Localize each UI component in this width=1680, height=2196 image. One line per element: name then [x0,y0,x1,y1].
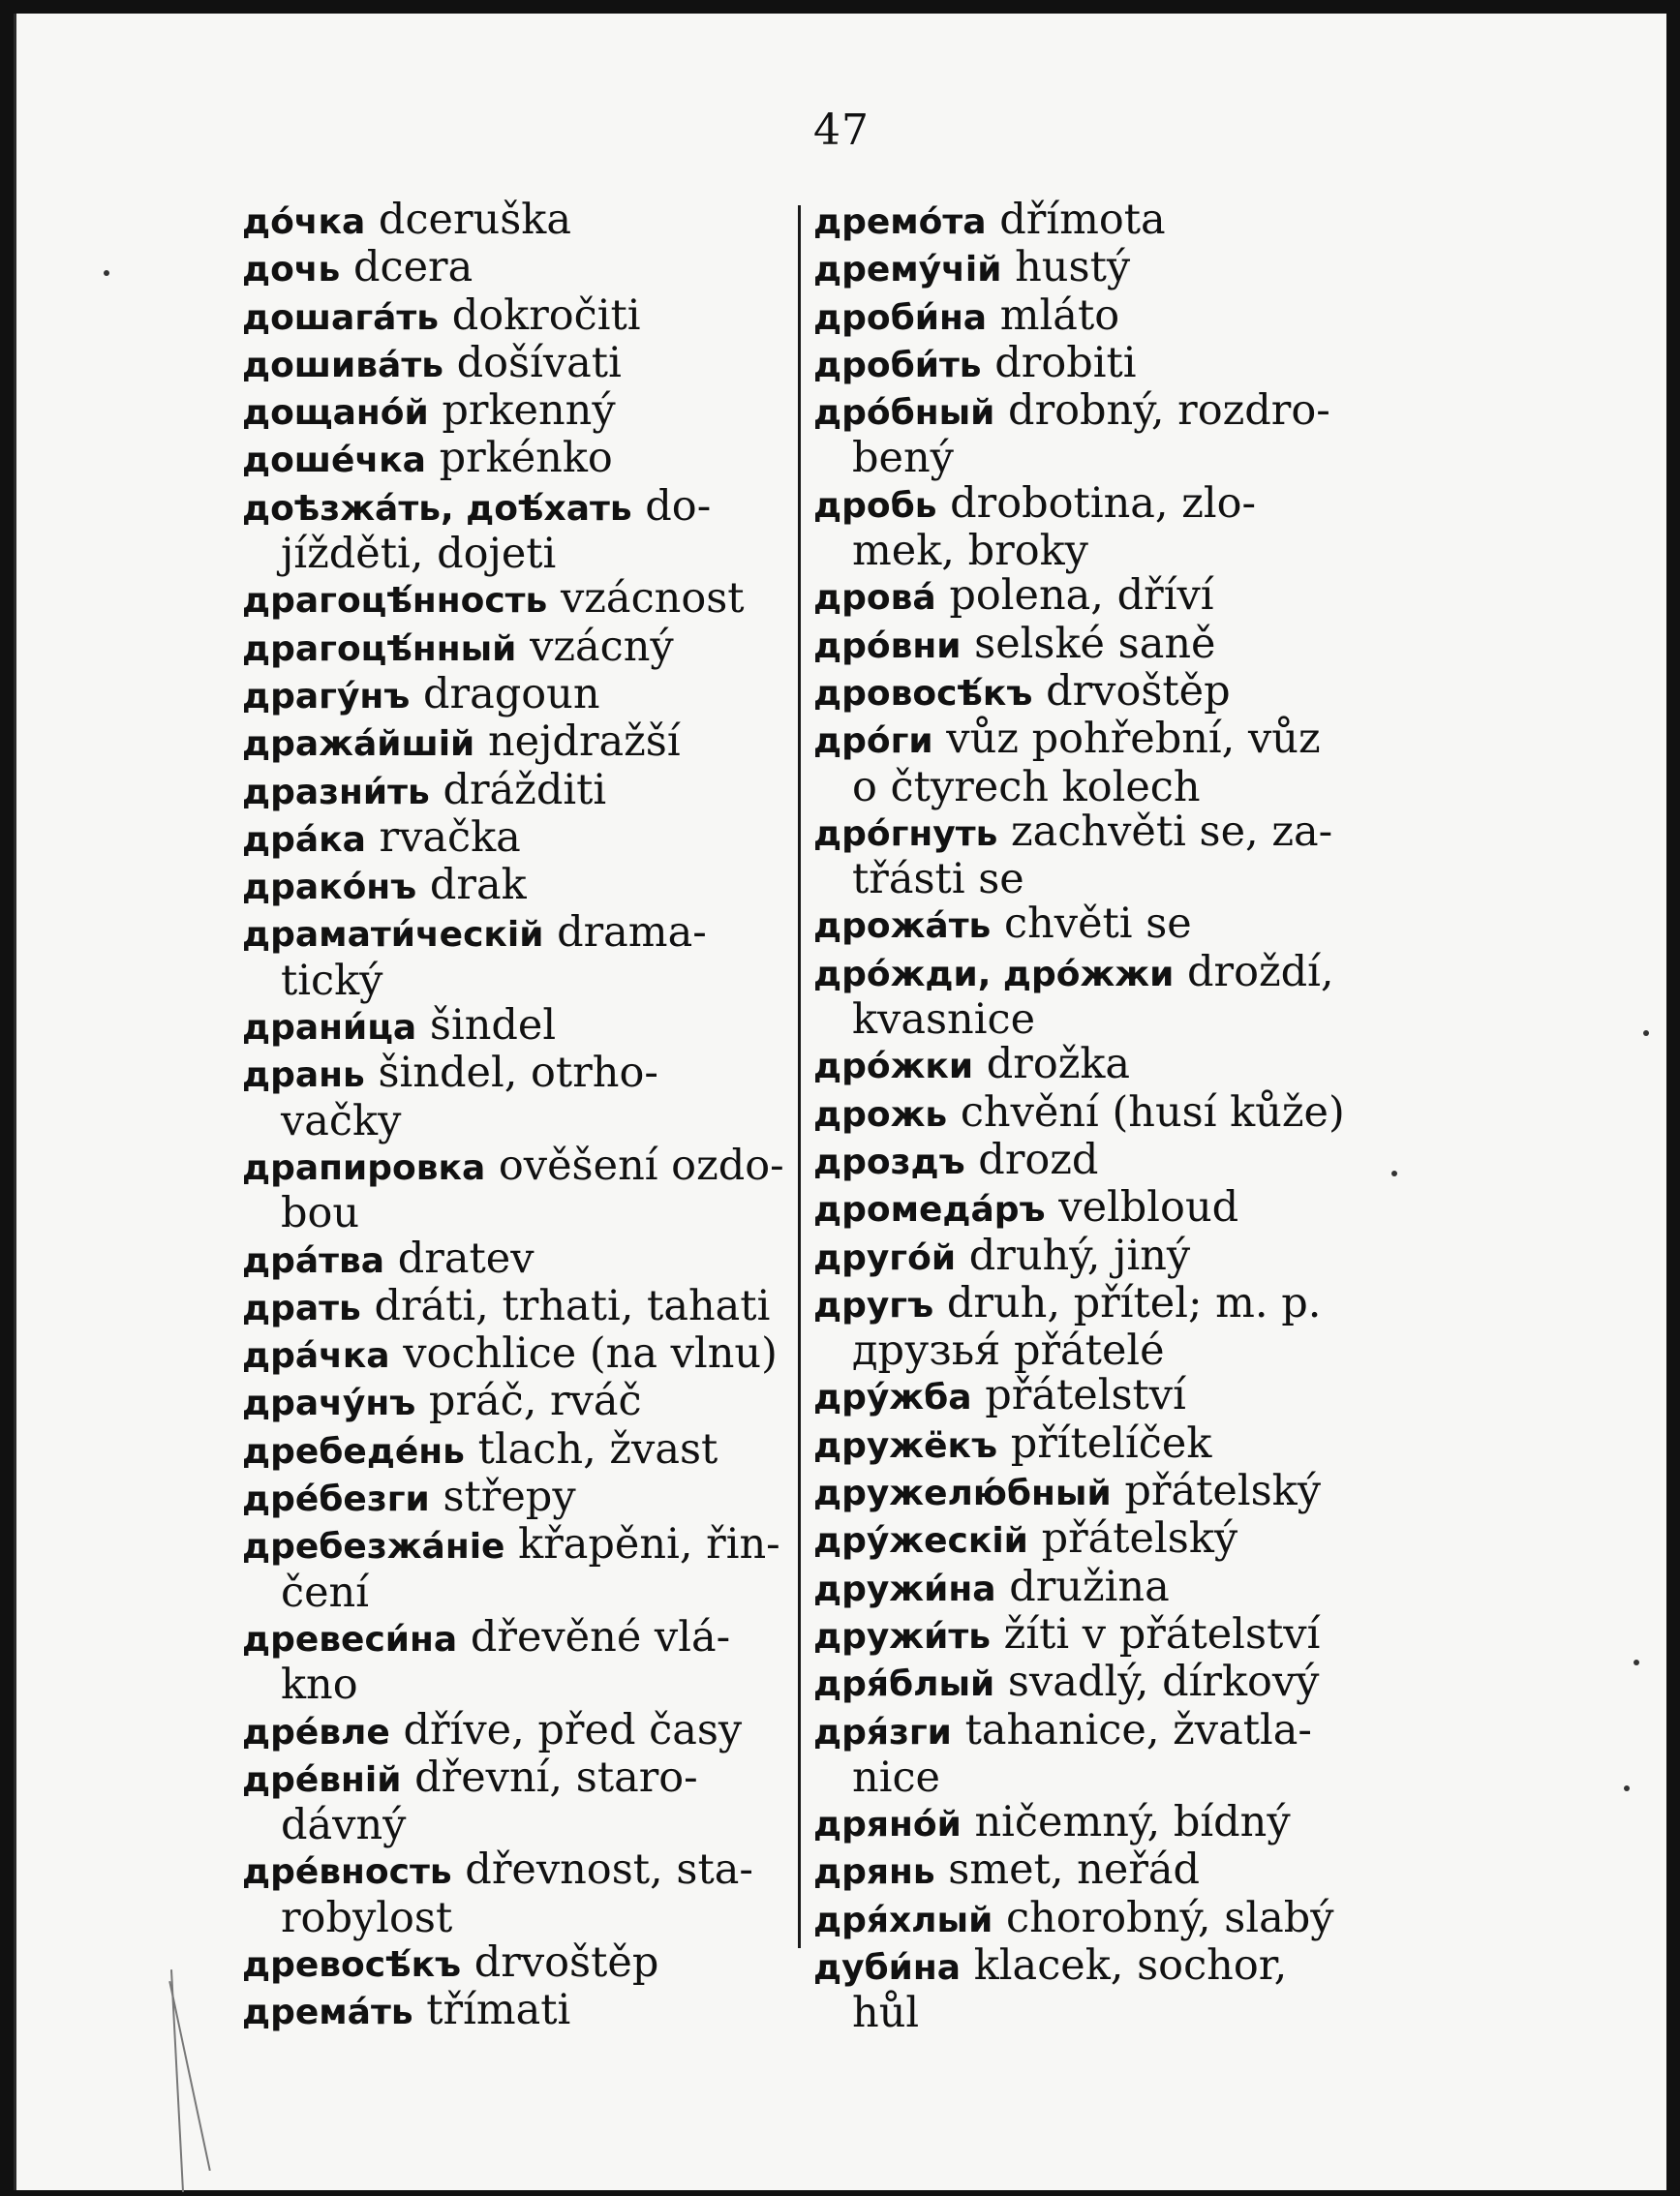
dictionary-entry [813,1231,1375,1281]
translation: dokročiti [451,290,641,340]
dictionary-entry [242,765,794,815]
translation: selské saně [974,619,1216,668]
headword: дочь [242,250,341,290]
dictionary-entry [813,1516,1375,1564]
dictionary-entry [242,245,794,292]
headword: драмати́ческій [242,915,544,956]
headword: драгоцѣ́нность [242,581,548,622]
dictionary-entry [813,1373,1375,1420]
translation-continuation: nice [852,1753,940,1802]
translation-continuation: vačky [281,1096,402,1145]
dictionary-entry [813,1278,1375,1328]
dictionary-entry [813,947,1375,997]
dictionary-entry [813,1562,1375,1612]
dictionary-entry [242,1379,794,1426]
headword: дро́жки [813,1047,974,1087]
translation: práč, rváč [428,1377,642,1426]
translation: drážditi [443,765,607,814]
translation-continuation: čení [281,1568,369,1617]
headword: друго́й [813,1237,957,1278]
translation: přátelský [1124,1467,1322,1516]
headword: дремо́та [813,202,987,242]
dictionary-entry [242,1003,794,1051]
translation-continuation: kno [281,1661,358,1710]
dictionary-entry [242,198,794,245]
translation-continuation: dávný [281,1801,407,1850]
headword: дроби́на [813,297,988,338]
headword: дре́вность [242,1852,452,1893]
translation: drobotina, zlo- [950,478,1257,528]
scan-speck [104,270,109,276]
headword: драть [242,1288,361,1328]
translation: dřevěné vlá- [470,1612,731,1662]
translation: prkénko [439,434,613,483]
dictionary-entry [242,1705,794,1755]
dictionary-entry [813,338,1375,388]
headword: дра́ка [242,819,366,860]
headword: дощано́й [242,393,429,434]
headword: дуби́на [813,1947,962,1988]
translation: prkenný [442,386,616,436]
dictionary-entry [242,1051,794,1098]
dictionary-entry [242,1847,794,1895]
translation-continuation: bený [852,434,954,483]
translation: šindel [429,1001,557,1051]
translation: chvění (husí kůže) [960,1087,1345,1137]
headword: драчу́нъ [242,1384,416,1424]
translation: do- [645,481,712,531]
dictionary-entry [813,619,1375,669]
dictionary-entry [813,809,1375,857]
translation-continuation: bou [281,1189,360,1238]
translation: chvěti se [1004,900,1192,949]
headword: дро́бный [813,393,995,434]
headword: дрема́ть [242,1993,413,2033]
headword: дре́безги [242,1479,430,1520]
headword: дро́ги [813,721,933,762]
translation: druh, přítel; m. p. [946,1278,1322,1327]
headword: дрань [242,1055,365,1096]
dictionary-entry [242,1424,794,1475]
headword: дру́жескій [813,1521,1028,1562]
headword: дрему́чій [813,250,1002,290]
dictionary-entry [242,1612,794,1662]
dictionary-entry [242,1475,794,1522]
dictionary-entry [242,290,794,341]
dictionary-entry [813,1705,1375,1755]
headword: дрожа́ть [813,906,992,947]
headword: древосѣ́къ [242,1944,462,1985]
dictionary-entry [813,717,1375,764]
dictionary-entry [242,910,794,958]
headword: дребеде́нь [242,1431,465,1472]
headword: доѣзжа́ть, доѣ́хать [242,488,632,529]
headword: дровосѣ́къ [813,673,1033,714]
headword: дряно́й [813,1805,962,1845]
dictionary-entry [242,622,794,672]
dictionary-entry [813,1042,1375,1089]
headword: дребезжа́ніе [242,1527,505,1568]
translation: chorobný, slabý [1006,1893,1334,1942]
translation: rvačka [379,812,521,862]
translation: smet, neřád [948,1845,1201,1895]
headword: дрожь [813,1094,948,1135]
translation: klacek, sochor, [973,1940,1288,1990]
translation: mláto [999,290,1120,340]
headword: дружёкъ [813,1425,998,1466]
dictionary-entry [813,1940,1375,1991]
translation: hustý [1015,243,1131,292]
headword: дрова́ [813,578,936,619]
translation: družina [1009,1562,1170,1611]
translation: drvoštěp [473,1937,659,1987]
dictionary-entry [242,338,794,388]
translation: drvoštěp [1046,666,1231,716]
translation-continuation: robylost [281,1893,453,1942]
translation: dřevní, staro- [414,1753,698,1802]
dictionary-entry [813,478,1375,529]
headword: дря́зги [813,1712,952,1753]
translation: polena, dříví [949,571,1214,621]
headword: дра́тва [242,1240,385,1281]
dictionary-entry [813,573,1375,621]
dictionary-entry [242,812,794,863]
dictionary-entry [813,666,1375,717]
translation: dráti, trhati, tahati [374,1281,771,1330]
translation: dřevnost, sta- [465,1845,753,1895]
translation: druhý, jiný [968,1231,1191,1280]
translation: ničemný, bídný [974,1798,1291,1847]
translation: šindel, otrho- [378,1049,658,1098]
headword: дошива́ть [242,345,443,385]
headword: дроздъ [813,1142,965,1182]
headword: дробь [813,485,937,526]
headword: дружи́ть [813,1616,991,1657]
translation: dříve, před časy [403,1705,743,1754]
headword: другъ [813,1285,934,1326]
translation-continuation: třásti se [852,855,1024,904]
headword: доше́чка [242,441,426,481]
headword: дрянь [813,1852,935,1893]
dictionary-entry [813,1800,1375,1847]
headword: драко́нъ [242,868,417,908]
dictionary-entry [242,1331,794,1379]
headword: дру́жба [813,1378,972,1418]
headword: дразни́ть [242,772,430,812]
dictionary-entry [813,1893,1375,1943]
translation: drama- [557,908,707,958]
translation: střepy [443,1473,576,1522]
translation-continuation: o čtyrech kolech [852,762,1201,811]
headword: драгу́нъ [242,676,411,717]
headword: дружи́на [813,1569,996,1609]
dictionary-entry [242,1236,794,1284]
dictionary-entry [813,1660,1375,1707]
dictionary-entry [813,245,1375,292]
translation-continuation: kvasnice [852,995,1036,1045]
translation: dcera [352,243,473,292]
column-divider [798,205,801,1948]
headword: древеси́на [242,1619,458,1660]
scan-speck [1624,1785,1630,1791]
dictionary-entry [242,1937,794,1988]
headword: дра́чка [242,1336,390,1377]
headword: дро́гнуть [813,813,998,854]
dictionary-entry [242,388,794,436]
scan-speck [1634,1660,1639,1665]
page-number: 47 [813,106,870,155]
left-column [242,198,794,2036]
translation: žíti v přátelství [1003,1609,1321,1659]
translation: tlach, žvast [477,1424,718,1474]
dictionary-entry [242,1988,794,2035]
translation-continuation: mek, broky [852,527,1088,576]
translation-continuation: hůl [852,1989,920,2038]
translation: křapěni, řin- [518,1520,780,1570]
translation: přátelský [1041,1514,1238,1564]
dictionary-entry [242,1281,794,1331]
dictionary-entry [813,1847,1375,1895]
headword: дошага́ть [242,297,440,338]
scan-speck [1391,1171,1397,1176]
dictionary-entry [813,1469,1375,1516]
translation: tahanice, žvatla- [964,1705,1312,1754]
dictionary-entry [242,576,794,624]
headword: дро́жди, дро́жжи [813,954,1175,994]
dictionary-entry [242,1522,794,1570]
dictionary-entry [813,290,1375,341]
translation-continuation: друзья́ přátelé [852,1327,1165,1376]
translation: droždí, [1187,947,1334,996]
translation: vzácnost [560,574,745,624]
dictionary-entry [242,1141,794,1191]
translation: dratev [397,1234,535,1283]
translation-continuation: tický [281,956,383,1005]
dictionary-entry [813,1609,1375,1660]
dictionary-entry [242,481,794,532]
headword: дроби́ть [813,345,982,385]
headword: дружелю́бный [813,1474,1112,1514]
translation: drožka [986,1040,1131,1089]
dictionary-entry [242,669,794,719]
dictionary-entry [242,1755,794,1803]
translation: vzácný [530,622,674,671]
headword: дромеда́ръ [813,1190,1046,1231]
headword: дре́вній [242,1759,402,1800]
translation: zachvěti se, za- [1011,807,1333,856]
translation: přátelství [985,1371,1186,1420]
translation: vůz pohřební, vůz [946,715,1321,764]
right-column [813,198,1375,2036]
scan-speck [1643,1030,1649,1036]
translation: svadlý, dírkový [1007,1658,1320,1707]
translation: drobiti [994,338,1137,387]
dictionary-page [14,14,1666,2190]
dictionary-entry [242,863,794,910]
translation: nejdražší [487,717,681,767]
headword: до́чка [242,202,366,242]
headword: дря́хлый [813,1900,993,1940]
translation: přítelíček [1010,1418,1212,1468]
translation: vochlice (na vlnu) [403,1329,778,1379]
translation: ověšení ozdo- [498,1141,784,1190]
translation: velbloud [1058,1183,1239,1233]
translation: drobný, rozdro- [1008,386,1330,436]
headword: драни́ца [242,1008,417,1049]
headword: дро́вни [813,625,962,666]
dictionary-entry [242,436,794,483]
dictionary-entry [813,198,1375,245]
translation: třímati [426,1986,571,2035]
headword: дре́вле [242,1712,390,1753]
translation-continuation: jížděti, dojeti [281,530,557,579]
translation: drozd [978,1135,1099,1184]
headword: драпировка [242,1147,486,1188]
translation: došívati [456,338,622,387]
dictionary-entry [813,1185,1375,1233]
dictionary-entry [813,1087,1375,1138]
translation: dřímota [999,196,1166,244]
headword: драгоцѣ́нный [242,628,517,669]
dictionary-entry [242,719,794,767]
dictionary-entry [813,1135,1375,1185]
translation: dragoun [423,669,600,718]
translation: drak [429,861,527,910]
dictionary-entry [813,901,1375,949]
translation: dceruška [378,196,571,244]
dictionary-entry [813,1418,1375,1469]
dictionary-entry [813,388,1375,436]
headword: дража́йшій [242,724,475,765]
headword: дря́блый [813,1664,995,1705]
